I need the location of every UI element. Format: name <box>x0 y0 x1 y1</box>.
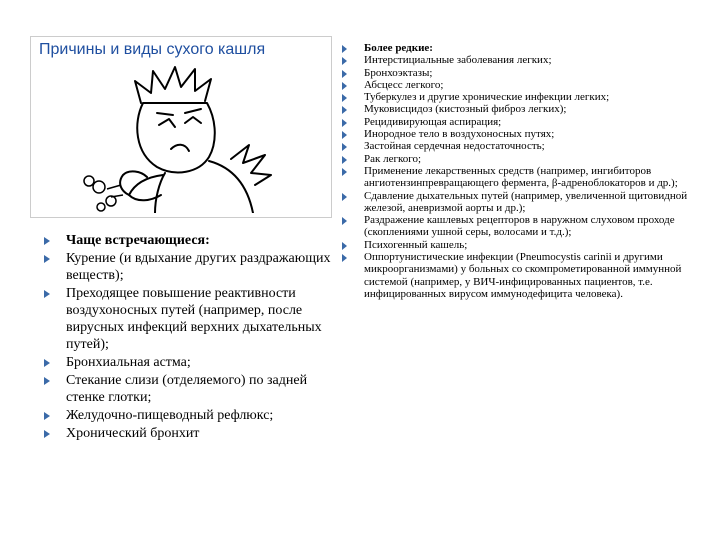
bullet-arrow-icon <box>44 237 50 245</box>
list-item-text: Интерстициальные заболевания легких; <box>364 54 552 67</box>
bullet-arrow-icon <box>342 45 347 53</box>
list-item <box>342 42 690 54</box>
list-item <box>44 232 344 249</box>
bullet-arrow-icon <box>44 290 50 298</box>
list-item-text: Стекание слизи (отделяемого) по задней стенке глотки; <box>66 373 308 405</box>
bullet-arrow-icon <box>342 217 347 225</box>
list-item <box>44 425 344 442</box>
list-item-text: Курение (и вдыхание других раздражающих веществ); <box>66 251 331 283</box>
list-item <box>342 91 690 103</box>
list-item-text: Преходящее повышение реактивности воздухоносных путей (например, после вирусных инфекций верхних дыхательных путей); <box>66 286 322 352</box>
bullet-arrow-icon <box>342 156 347 164</box>
list-item-text: Бронхоэктазы; <box>364 66 433 79</box>
list-item-text: Хронический бронхит <box>66 426 200 441</box>
list-item <box>44 354 344 371</box>
list-item <box>342 79 690 91</box>
bullet-arrow-icon <box>342 143 347 151</box>
bullet-arrow-icon <box>342 70 347 78</box>
rare-heading: Более редкие: <box>364 42 433 54</box>
bullet-arrow-icon <box>44 255 50 263</box>
rare-causes-list <box>342 42 690 300</box>
list-item <box>342 239 690 251</box>
bullet-arrow-icon <box>342 57 347 65</box>
list-item <box>342 251 690 300</box>
list-item <box>342 214 690 239</box>
bullet-arrow-icon <box>342 168 347 176</box>
list-item <box>44 407 344 424</box>
list-item-text: Бронхиальная астма; <box>66 355 191 370</box>
list-item <box>44 285 344 353</box>
bullet-arrow-icon <box>342 131 347 139</box>
list-item-text: Инородное тело в воздухоносных путях; <box>364 128 555 141</box>
list-item <box>342 190 690 215</box>
cough-illustration-figure <box>30 36 332 218</box>
list-item-text: Оппортунистические инфекции (Pneumocystis carinii и другими микроорганизмами) у больных со скомпрометированной иммунной системой (например, у ВИЧ-инфицированных пациентов, т.е. инфицированных вирусом иммунодефицита человека). <box>364 251 682 300</box>
bullet-arrow-icon <box>44 412 50 420</box>
bullet-arrow-icon <box>342 82 347 90</box>
list-item-text: Абсцесс легкого; <box>364 78 444 91</box>
bullet-arrow-icon <box>44 430 50 438</box>
list-item <box>342 140 690 152</box>
list-item-text: Психогенный кашель; <box>364 238 468 251</box>
bullet-arrow-icon <box>342 119 347 127</box>
list-item-text: Рак легкого; <box>364 152 422 165</box>
list-item <box>342 103 690 115</box>
common-heading: Чаще встречающиеся: <box>66 233 210 248</box>
list-item-text: Муковисцидоз (кистозный фиброз легких); <box>364 103 567 116</box>
list-item-text: Желудочно-пищеводный рефлюкс; <box>66 408 274 423</box>
list-item-text: Рецидивирующая аспирация; <box>364 115 502 128</box>
list-item-text: Застойная сердечная недостаточность; <box>364 140 545 153</box>
list-item <box>342 153 690 165</box>
bullet-arrow-icon <box>342 242 347 250</box>
list-item-text: Туберкулез и другие хронические инфекции легких; <box>364 91 610 104</box>
list-item <box>342 116 690 128</box>
bullet-arrow-icon <box>342 94 347 102</box>
list-item <box>342 67 690 79</box>
figure-title: Причины и виды сухого кашля <box>39 41 266 58</box>
bullet-arrow-icon <box>342 106 347 114</box>
list-item <box>44 250 344 284</box>
list-item <box>342 128 690 140</box>
list-item <box>44 372 344 406</box>
bullet-arrow-icon <box>342 193 347 201</box>
common-causes-list <box>44 232 344 443</box>
bullet-arrow-icon <box>44 377 50 385</box>
list-item-text: Раздражение кашлевых рецепторов в наружном слуховом проходе (скоплениями ушной серы, волосами и т.д.); <box>364 214 675 239</box>
list-item-text: Сдавление дыхательных путей (например, увеличенной щитовидной железой, аневризмой аорты и др.); <box>364 189 688 214</box>
coughing-boy-illustration <box>71 63 291 213</box>
bullet-arrow-icon <box>44 359 50 367</box>
list-item <box>342 165 690 190</box>
list-item <box>342 54 690 66</box>
list-item-text: Применение лекарственных средств (например, ингибиторов ангиотензинпревращающего фермента, β-адреноблокаторов и др.); <box>364 164 678 190</box>
bullet-arrow-icon <box>342 254 347 262</box>
